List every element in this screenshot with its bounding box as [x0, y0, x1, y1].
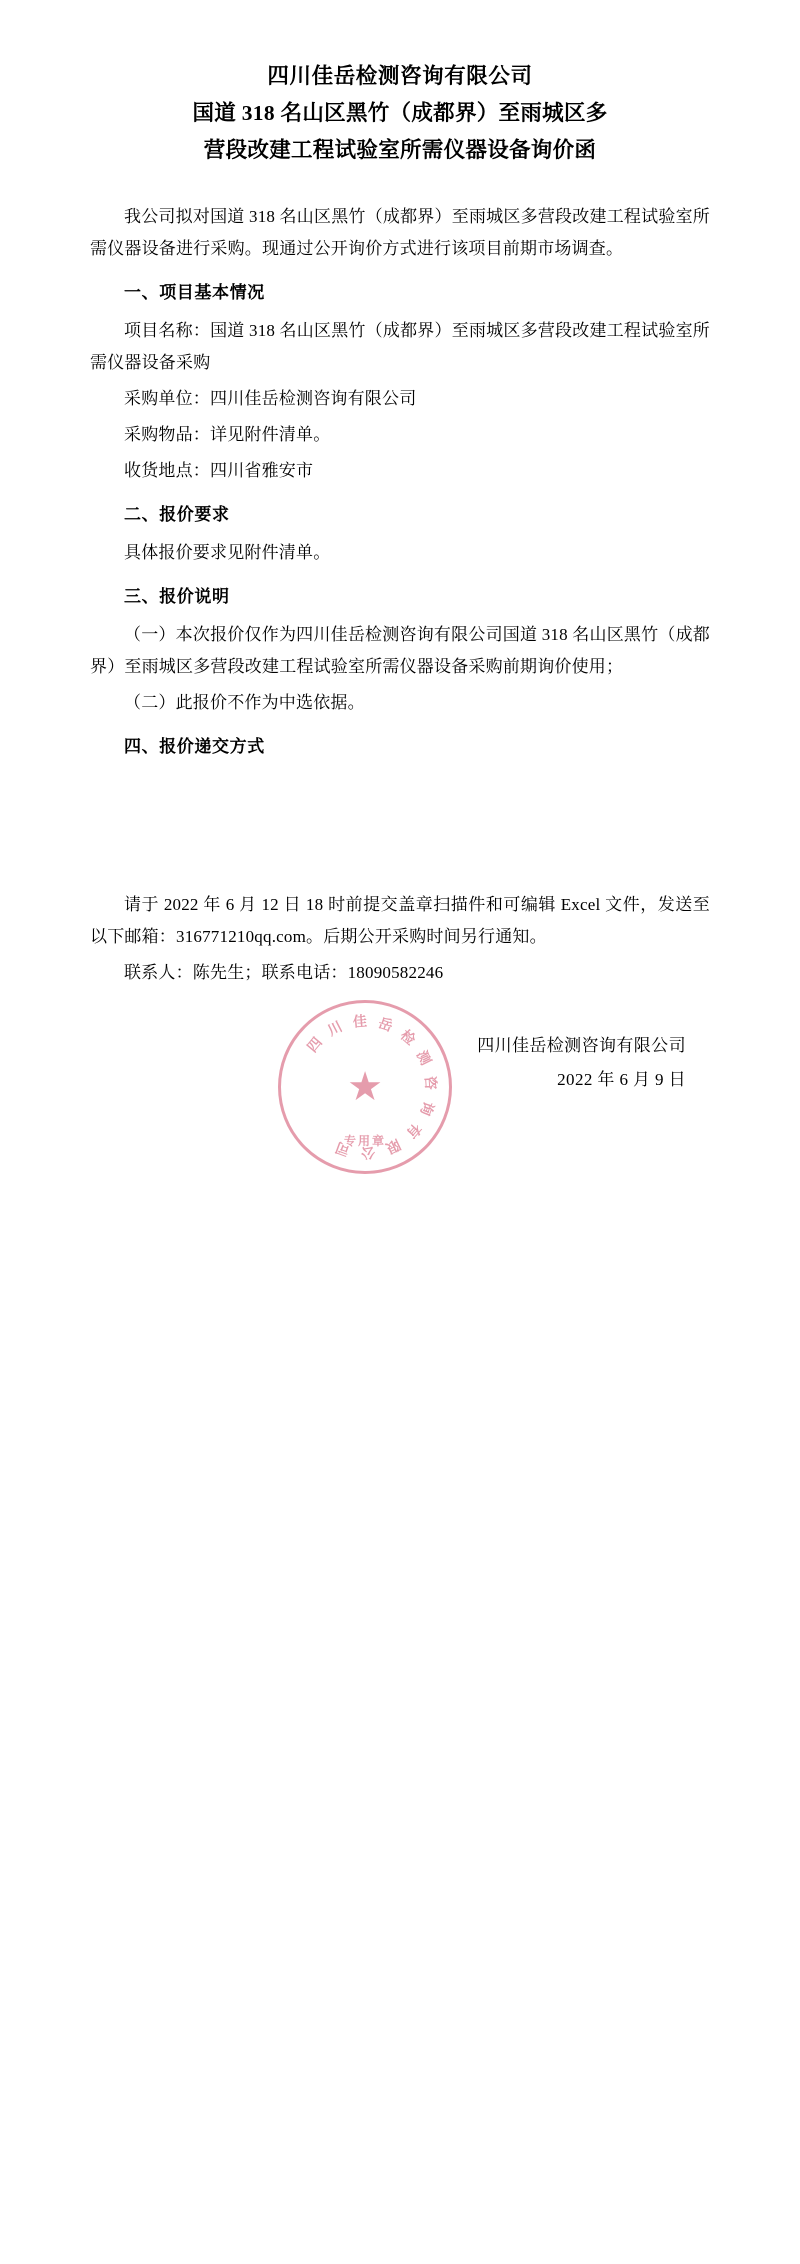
section-3-item-1: （一）本次报价仅作为四川佳岳检测咨询有限公司国道 318 名山区黑竹（成都界）至雨城区多营段改建工程试验室所需仪器设备采购前期询价使用；: [90, 625, 710, 676]
sign-date: 2022 年 6 月 9 日: [557, 1070, 686, 1089]
title-line-subject-2: 营段改建工程试验室所需仪器设备询价函: [203, 138, 597, 162]
seal-ring-text: 四 川 佳 岳 检 测 咨 询 有 限 公 司: [305, 1014, 438, 1160]
sign-company: 四川佳岳检测咨询有限公司: [477, 1036, 686, 1055]
title-line-company: 四川佳岳检测咨询有限公司: [267, 64, 533, 88]
document-title: [90, 0, 710, 169]
blank-spacer: [90, 769, 710, 889]
contact-line: 联系人：陈先生；联系电话：18090582246: [124, 963, 444, 982]
title-line-subject-1: 国道 318 名山区黑竹（成都界）至雨城区多: [192, 101, 608, 125]
section-2-body: 具体报价要求见附件清单。: [124, 543, 331, 562]
submission-note: 请于 2022 年 6 月 12 日 18 时前提交盖章扫描件和可编辑 Excel 文件，发送至以下邮箱：316771210qq.com。后期公开采购时间另行通知。: [90, 895, 710, 946]
intro-paragraph: 我公司拟对国道 318 名山区黑竹（成都界）至雨城区多营段改建工程试验室所需仪器设备进行采购。现通过公开询价方式进行该项目前期市场调查。: [90, 207, 710, 258]
seal-star-icon: ★: [347, 1064, 383, 1109]
purchaser: 采购单位：四川佳岳检测咨询有限公司: [124, 389, 417, 408]
section-3-item-2: （二）此报价不作为中选依据。: [124, 693, 365, 712]
delivery-place: 收货地点：四川省雅安市: [124, 461, 314, 480]
signature-block: [90, 1029, 710, 1097]
section-heading-2: 二、报价要求: [124, 505, 230, 524]
section-heading-4: 四、报价递交方式: [124, 737, 265, 756]
goods: 采购物品：详见附件清单。: [124, 425, 331, 444]
section-heading-3: 三、报价说明: [124, 587, 230, 606]
seal-bottom-text: 专用章: [343, 1134, 386, 1148]
project-name: 项目名称：国道 318 名山区黑竹（成都界）至雨城区多营段改建工程试验室所需仪器设备采购: [90, 321, 710, 372]
document-body: [90, 201, 710, 1097]
section-heading-1: 一、项目基本情况: [124, 283, 265, 302]
